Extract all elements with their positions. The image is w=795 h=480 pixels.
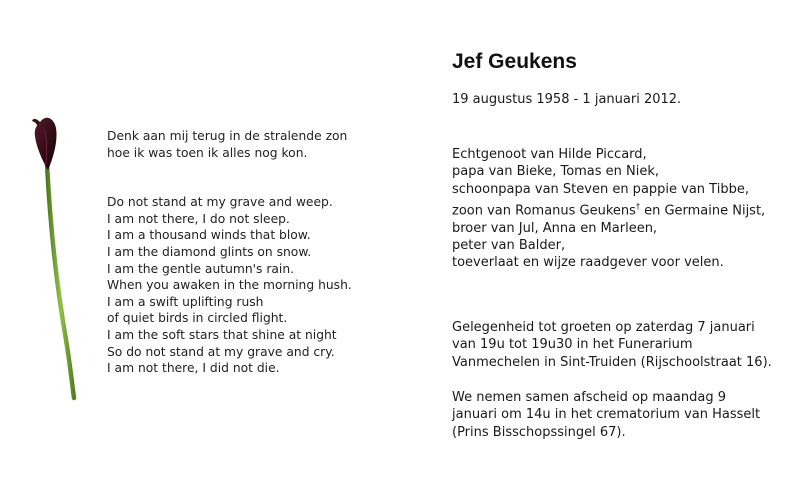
family-line-part: en Germaine Nijst, [639, 203, 766, 219]
poem-line: I am not there, I did not die. [107, 361, 280, 376]
poem-line: When you awaken in the morning hush. [107, 278, 352, 293]
family-line: peter van Balder, [452, 237, 566, 253]
poem-line: of quiet birds in circled flight. [107, 311, 288, 326]
poem-line: So do not stand at my grave and cry. [107, 344, 335, 359]
poem [107, 128, 407, 377]
farewell-info [452, 389, 760, 441]
poem-line: I am the gentle autumn's rain. [107, 261, 295, 276]
family-line: broer van Jul, Anna en Marleen, [452, 220, 658, 236]
viewing-line: Vanmechelen in Sint-Truiden (Rijschoolstraat 16). [452, 354, 772, 370]
poem-line: I am not there, I do not sleep. [107, 211, 290, 226]
family-line: toeverlaat en wijze raadgever voor velen. [452, 255, 724, 271]
deceased-name: Jef Geukens [452, 50, 577, 73]
viewing-line: van 19u tot 19u30 in het Funerarium [452, 337, 693, 353]
family-line: schoonpapa van Steven en pappie van Tibbe, [452, 181, 749, 197]
family-relations [452, 146, 765, 271]
poem-line: I am a swift uplifting rush [107, 294, 264, 309]
poem-line: I am the soft stars that shine at night [107, 327, 337, 342]
life-dates: 19 augustus 1958 - 1 januari 2012. [452, 92, 682, 107]
poem-line: Do not stand at my grave and weep. [107, 195, 333, 210]
family-line-part: zoon van Romanus Geukens [452, 203, 636, 219]
poem-line: Denk aan mij terug in de stralende zon [107, 129, 348, 143]
family-line: Echtgenoot van Hilde Piccard, [452, 147, 647, 162]
farewell-line: januari om 14u in het crematorium van Hasselt [452, 407, 761, 423]
poem-line: I am the diamond glints on snow. [107, 244, 312, 259]
viewing-line: Gelegenheid tot groeten op zaterdag 7 januari [452, 320, 755, 335]
deceased-dagger: † [635, 201, 640, 211]
calla-lily-image [26, 112, 90, 404]
stanza-gap [107, 161, 407, 194]
poem-line: I am a thousand winds that blow. [107, 228, 311, 243]
farewell-line: (Prins Bisschopssingel 67). [452, 424, 626, 440]
family-line: papa van Bieke, Tomas en Niek, [452, 164, 660, 180]
poem-line: hoe ik was toen ik alles nog kon. [107, 145, 308, 160]
farewell-line: We nemen samen afscheid op maandag 9 [452, 390, 727, 405]
family-line [452, 198, 765, 220]
viewing-info [452, 319, 772, 371]
